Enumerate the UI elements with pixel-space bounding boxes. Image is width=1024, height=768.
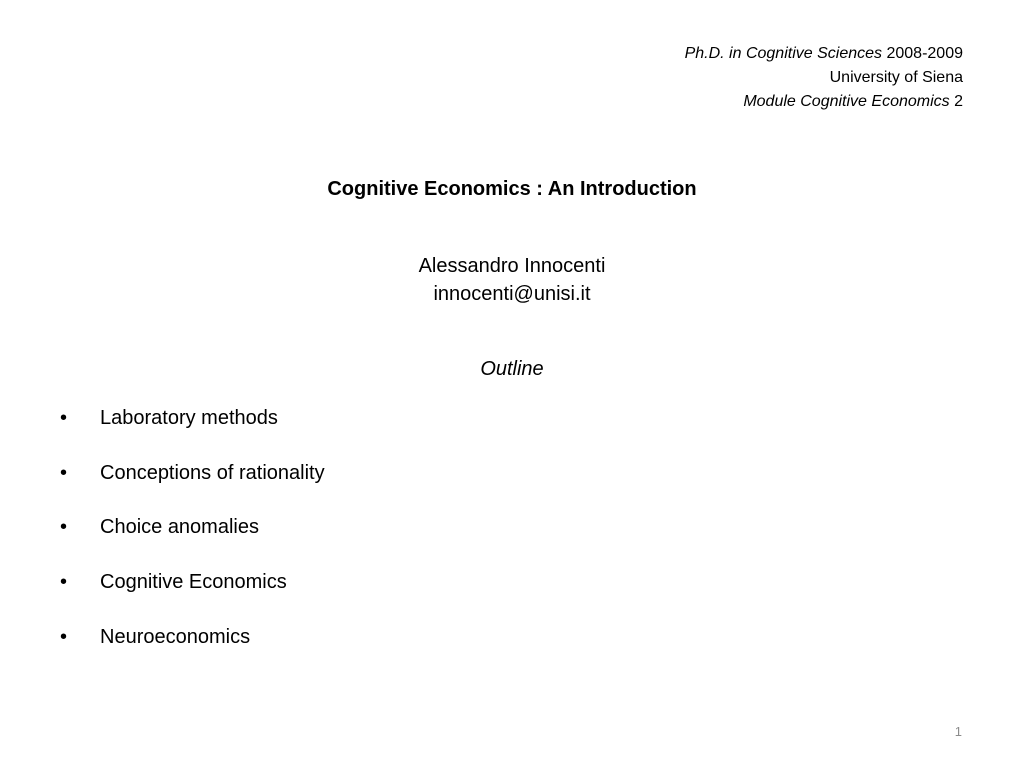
- course-header: [685, 42, 963, 114]
- program-years: 2008-2009: [882, 45, 963, 62]
- bullet-marker: •: [60, 625, 68, 648]
- bullet-marker: •: [60, 407, 68, 429]
- list-item-text: Choice anomalies: [100, 516, 259, 539]
- bullet-marker: •: [60, 516, 68, 539]
- bullet-marker: •: [60, 571, 68, 594]
- list-item-text: Conceptions of rationality: [100, 461, 325, 484]
- bullet-marker: •: [60, 461, 68, 484]
- module-name: Module Cognitive Economics: [743, 93, 950, 110]
- outline-heading: Outline: [480, 358, 544, 380]
- author-name: Alessandro Innocenti: [418, 255, 606, 277]
- program-name: Ph.D. in Cognitive Sciences: [684, 45, 883, 62]
- header-line-module: [685, 90, 963, 114]
- page-number: 1: [954, 724, 962, 739]
- author-email: innocenti@unisi.it: [433, 283, 591, 305]
- slide-title: Cognitive Economics : An Introduction: [327, 178, 697, 200]
- author-block: [0, 252, 1024, 308]
- header-line-university: University of Siena: [829, 69, 963, 86]
- header-line-program: [685, 42, 963, 66]
- list-item-text: Neuroeconomics: [100, 625, 251, 648]
- list-item-text: Laboratory methods: [100, 407, 278, 429]
- module-number: 2: [949, 93, 963, 110]
- list-item-text: Cognitive Economics: [100, 571, 287, 594]
